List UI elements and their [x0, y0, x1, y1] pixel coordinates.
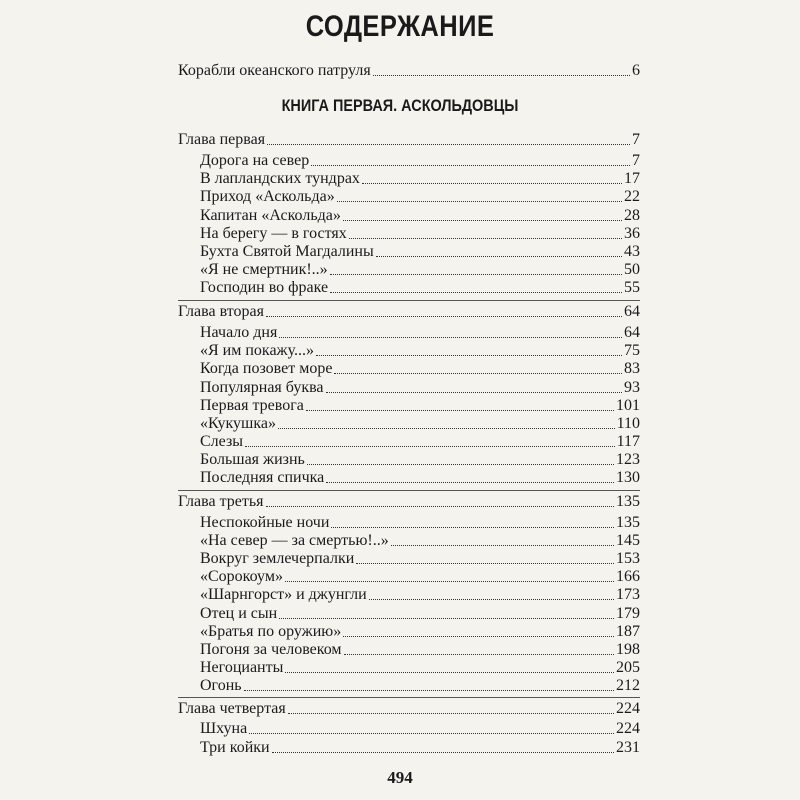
toc-section [200, 396, 640, 415]
section-page: 212 [616, 677, 640, 694]
section-page: 36 [624, 225, 640, 242]
section-page: 117 [616, 433, 640, 450]
book-heading: КНИГА ПЕРВАЯ. АСКОЛЬДОВЦЫ [281, 96, 519, 115]
leader-dots [326, 481, 614, 483]
toc-section [200, 549, 640, 568]
entry-page: 6 [632, 62, 640, 79]
section-page: 179 [616, 605, 640, 622]
leader-dots [285, 671, 614, 673]
entry-title: Корабли океанского патруля [178, 62, 371, 79]
toc-section [200, 323, 640, 342]
chapter-title: Глава вторая [178, 303, 264, 320]
section-title: «Шарнгорст» и джунгли [200, 586, 367, 603]
leader-dots [316, 354, 622, 356]
section-title: Три койки [200, 739, 270, 756]
chapter-title: Глава четвертая [178, 700, 286, 717]
section-page: 123 [616, 451, 640, 468]
section-title: «Я им покажу...» [200, 342, 315, 359]
section-title: Первая тревога [200, 397, 304, 414]
toc-entry-prologue [178, 61, 640, 80]
section-title: Шхуна [200, 720, 248, 737]
section-page: 198 [616, 641, 640, 658]
section-title: Отец и сын [200, 605, 278, 622]
separator-rule [178, 490, 640, 491]
page-number: 494 [387, 768, 413, 787]
section-page: 135 [616, 514, 640, 531]
section-title: Слезы [200, 433, 244, 450]
toc-section [200, 432, 640, 451]
section-page: 173 [616, 586, 640, 603]
section-title: Когда позовет море [200, 360, 333, 377]
section-page: 64 [624, 324, 640, 341]
leader-dots [369, 598, 614, 600]
section-title: Огонь [200, 677, 242, 694]
section-title: Неспокойные ночи [200, 514, 330, 531]
section-title: «Сорокоум» [200, 568, 283, 585]
section-title: На берегу — в гостях [200, 225, 347, 242]
toc-chapter [178, 492, 640, 511]
toc-section [200, 151, 640, 170]
section-title: Бухта Святой Магдалины [200, 243, 374, 260]
leader-dots [330, 291, 622, 293]
leader-dots [244, 689, 614, 691]
leader-dots [266, 505, 614, 507]
leader-dots [249, 732, 614, 734]
leader-dots [267, 143, 630, 145]
toc-section [200, 640, 640, 659]
section-title: Негоцианты [200, 659, 284, 676]
leader-dots [337, 200, 622, 202]
toc-section [200, 260, 640, 279]
separator-rule [178, 300, 640, 301]
leader-dots [307, 463, 614, 465]
toc-section [200, 738, 640, 757]
toc-section [200, 450, 640, 469]
section-title: В лапландских тундрах [200, 170, 360, 187]
leader-dots [349, 237, 622, 239]
toc-section [200, 341, 640, 360]
toc-section [200, 567, 640, 586]
section-title: Приход «Аскольда» [200, 188, 335, 205]
separator-rule [178, 697, 640, 698]
leader-dots [331, 526, 614, 528]
leader-dots [356, 562, 614, 564]
toc-section [200, 719, 640, 738]
leader-dots [279, 617, 614, 619]
section-title: Капитан «Аскольда» [200, 207, 341, 224]
leader-dots [285, 580, 614, 582]
toc-section [200, 531, 640, 550]
section-title: Дорога на север [200, 152, 310, 169]
leader-dots [330, 273, 622, 275]
section-title: Господин во фраке [200, 279, 329, 296]
leader-dots [306, 409, 614, 411]
toc-section [200, 658, 640, 677]
section-title: Последняя спичка [200, 469, 325, 486]
section-page: 17 [624, 170, 640, 187]
leader-dots [245, 445, 615, 447]
section-page: 28 [624, 207, 640, 224]
section-page: 205 [616, 659, 640, 676]
chapter-page: 7 [632, 131, 640, 148]
chapter-page: 64 [624, 303, 640, 320]
chapter-title: Глава третья [178, 493, 264, 510]
toc-section [200, 242, 640, 261]
leader-dots [344, 653, 614, 655]
toc-section [200, 414, 640, 433]
toc-section [200, 676, 640, 695]
leader-dots [334, 372, 622, 374]
toc-section [200, 513, 640, 532]
leader-dots [288, 712, 614, 714]
leader-dots [362, 182, 622, 184]
section-title: «Я не смертник!..» [200, 261, 328, 278]
toc-section [200, 622, 640, 641]
page-title: СОДЕРЖАНИЕ [305, 10, 495, 43]
chapter-page: 224 [616, 700, 640, 717]
toc-chapter [178, 302, 640, 321]
leader-dots [343, 635, 614, 637]
toc-section [200, 378, 640, 397]
leader-dots [343, 219, 622, 221]
section-title: Популярная буква [200, 379, 324, 396]
section-page: 166 [616, 568, 640, 585]
toc-section [200, 468, 640, 487]
section-page: 50 [624, 261, 640, 278]
toc-chapter [178, 130, 640, 149]
chapter-page: 135 [616, 493, 640, 510]
section-title: Вокруг землечерпалки [200, 550, 355, 567]
section-title: «Братья по оружию» [200, 623, 342, 640]
section-page: 145 [616, 532, 640, 549]
section-page: 101 [616, 397, 640, 414]
leader-dots [311, 164, 630, 166]
section-title: «Кукушка» [200, 415, 276, 432]
leader-dots [391, 544, 614, 546]
toc-section [200, 169, 640, 188]
section-title: Большая жизнь [200, 451, 305, 468]
section-page: 55 [624, 279, 640, 296]
toc-section [200, 224, 640, 243]
section-title: «На север — за смертью!..» [200, 532, 389, 549]
leader-dots [266, 315, 622, 317]
section-title: Начало дня [200, 324, 278, 341]
section-page: 22 [624, 188, 640, 205]
toc-section [200, 585, 640, 604]
section-page: 7 [632, 152, 640, 169]
section-page: 231 [616, 739, 640, 756]
section-page: 75 [624, 342, 640, 359]
toc-chapter [178, 699, 640, 718]
section-page: 83 [624, 360, 640, 377]
leader-dots [272, 751, 614, 753]
leader-dots [279, 336, 622, 338]
toc-section [200, 604, 640, 623]
toc-section [200, 206, 640, 225]
chapter-title: Глава первая [178, 131, 266, 148]
section-page: 153 [616, 550, 640, 567]
leader-dots [376, 255, 622, 257]
section-page: 43 [624, 243, 640, 260]
section-page: 93 [624, 379, 640, 396]
section-page: 224 [616, 720, 640, 737]
leader-dots [373, 74, 630, 76]
section-title: Погоня за человеком [200, 641, 342, 658]
leader-dots [278, 427, 615, 429]
toc-section [200, 359, 640, 378]
section-page: 130 [616, 469, 640, 486]
section-page: 110 [616, 415, 640, 432]
section-page: 187 [616, 623, 640, 640]
leader-dots [326, 391, 622, 393]
toc-section [200, 187, 640, 206]
toc-section [200, 278, 640, 297]
